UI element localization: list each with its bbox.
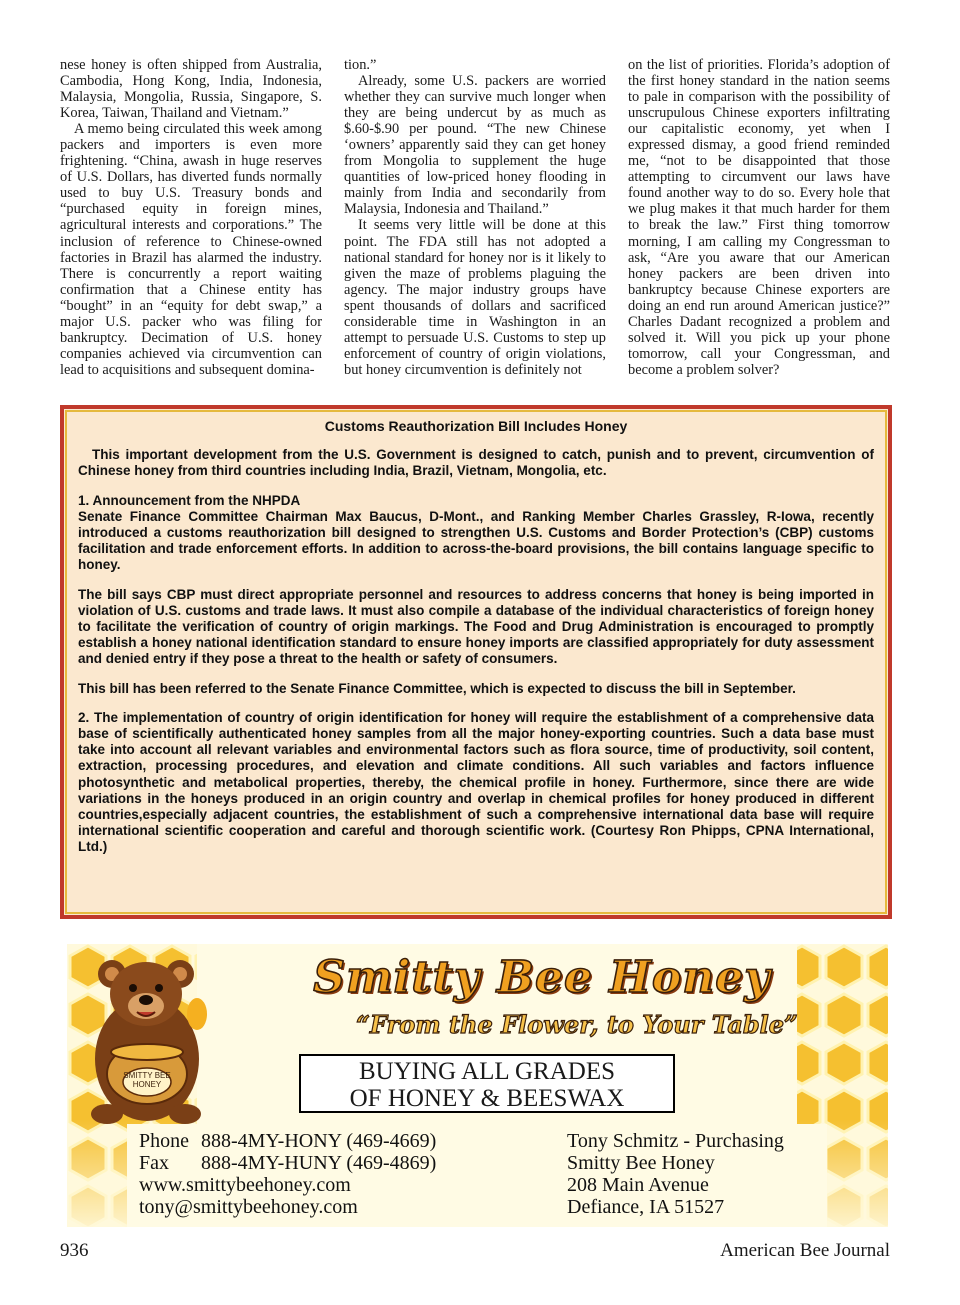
pot-label-line: SMITTY BEE bbox=[123, 1071, 171, 1080]
journal-name: American Bee Journal bbox=[720, 1240, 890, 1261]
paragraph: A memo being circulated this week among packers and importers is even more frightening. “China, awash in huge reserves of U.S. Dollars, has diverted funds normally used to buy U.S. Treasury bonds and “purchased equity in foreign mines, agricultural interests and corporations.” The inclusion of reference to Chinese-owned factories in Brazil has alarmed the industry. There is concurrently a report waiting confirmation that a Chinese entity has “bought” in an “equity for debt swap,” a major U.S. packer who was filing for bankruptcy. Decimation of U.S. honey companies achieved via circumvention can lead to acquisitions and subsequent domina- bbox=[60, 121, 322, 378]
paragraph: nese honey is often shipped from Australia, Cambodia, Hong Kong, India, Indonesia, Malaysia, Mongolia, Russia, Singapore, S. Korea, Taiwan, Thailand and Vietnam.” bbox=[60, 57, 322, 122]
brand-logo-text: Smitty Bee Honey bbox=[313, 952, 771, 1003]
contact-info bbox=[139, 1130, 436, 1218]
page-number: 936 bbox=[60, 1240, 89, 1261]
tagline: “From the Flower, to Your Table” bbox=[356, 1010, 798, 1039]
city-address: Defiance, IA 51527 bbox=[567, 1196, 725, 1218]
article-body bbox=[60, 57, 890, 378]
sidebar-lead: This important development from the U.S. Government is designed to catch, punish and to prevent, circumvention of Chinese honey from third countries including India, Brazil, Vietnam, Mongolia, etc. bbox=[78, 447, 874, 479]
sidebar-box bbox=[60, 405, 892, 919]
company-name: Smitty Bee Honey bbox=[567, 1152, 715, 1174]
sidebar-paragraph: The bill says CBP must direct appropriate personnel and resources to address concerns that honey is being imported in violation of U.S. customs and trade laws. It must also compile a database of the individual characteristics of foreign honey to facilitate the verification of country of origin markings. The Food and Drug Administration is encouraged to promptly establish a honey national identification standard to ensure honey imports are classified appropriately for duty assessment and denied entry if they pose a threat to the health or safety of consumers. bbox=[78, 586, 874, 667]
paragraph: Already, some U.S. packers are worried whether they can survive much longer when they are being undercut by as much as $.60-$.90 per pound. “The new Chinese ‘owners’ apparently said they can get honey from Mongolia to supplement the huge quantities of low-priced honey flooding in mainly from India and secondarily from Malaysia, Indonesia and Thailand.” bbox=[344, 73, 606, 218]
sidebar-item-1-text: Senate Finance Committee Chairman Max Baucus, D-Mont., and Ranking Member Charles Grassley, R-Iowa, recently introduced a customs reauthorization bill designed to strengthen U.S. Customs and Border Protection’s (CBP) customs facilitation and trade enforcement efforts. In addition to across-the-board provisions, the bill contains language specific to honey. bbox=[78, 508, 874, 573]
sidebar-paragraph: This bill has been referred to the Senate Finance Committee, which is expected to discuss the bill in September. bbox=[78, 680, 796, 696]
paragraph: on the list of priorities. Florida’s adoption of the first honey standard in the nation seems to pale in comparison with the possibility of unscrupulous Chinese exporters infiltrating our capitalistic economy, yet when I expressed dismay, a good friend reminded me, “not to be disappointed that those attempting to circumvent our laws have found another way to do so. Every hole that we plug makes it that much harder for them to break the law.” First thing tomorrow morning, I am calling my Congressman to ask, “Are you aware that our American honey packers are been driven into bankruptcy because Chinese exporters are doing an end run around American justice?” Charles Dadant recognized a problem and solved it. Will you pick up your phone tomorrow, call your Congressman, and become a problem solver? bbox=[628, 57, 890, 378]
fax-label: Fax bbox=[139, 1152, 169, 1174]
address-info bbox=[567, 1130, 784, 1218]
paragraph: It seems very little will be done at this point. The FDA still has not adopted a national standard for honey nor is it likely to given the maze of problems plaguing the agency. The major industry groups have spent thousands of dollars and sacrificed considerable time in Washington in an attempt to persuade U.S. Customs to step up enforcement of country of origin violations, but honey circumvention is definitely not bbox=[344, 217, 606, 378]
pot-label bbox=[123, 1071, 171, 1089]
article-column-2 bbox=[344, 57, 606, 378]
advertisement bbox=[67, 944, 888, 1227]
sidebar-item-1 bbox=[78, 493, 874, 574]
buying-banner bbox=[299, 1054, 675, 1113]
article-column-1 bbox=[60, 57, 322, 378]
sidebar-item-2: 2. The implementation of country of origin identification for honey will require the establishment of a comprehensive data base of scientifically authenticated honey samples from all the major honey-exporting countries. Such a data base must take into account all relevant variables and environmental factors such as flora source, time of productivity, soil content, extraction, processing procedures, and elevation and climate conditions. All such variables and factors influence photosynthetic and metabolical properties, thereby, the chemical profile in honey. Furthermore, since there are wide variations in the honeys produced in an origin country and overlap in chemical profiles for honey produced in different countries,especially adjacent countries, the establishment of such a comprehensive international data base will require international scientific cooperation and careful and thorough scientific work. (Courtesy Ron Phipps, CPNA International, Ltd.) bbox=[78, 709, 874, 855]
sidebar-title: Customs Reauthorization Bill Includes Honey bbox=[324, 418, 628, 434]
website-link[interactable]: www.smittybeehoney.com bbox=[139, 1174, 351, 1196]
buying-banner-line: OF HONEY & BEESWAX bbox=[349, 1085, 625, 1112]
sidebar-item-1-heading: 1. Announcement from the NHPDA bbox=[78, 492, 301, 508]
fax-number: 888-4MY-HUNY (469-4869) bbox=[201, 1152, 437, 1174]
phone-label: Phone bbox=[139, 1130, 189, 1152]
contact-name: Tony Schmitz - Purchasing bbox=[567, 1130, 784, 1152]
paragraph: tion.” bbox=[344, 57, 377, 73]
buying-banner-line: BUYING ALL GRADES bbox=[358, 1058, 616, 1085]
article-column-3 bbox=[628, 57, 890, 378]
pot-label-line: HONEY bbox=[132, 1080, 162, 1089]
email-link[interactable]: tony@smittybeehoney.com bbox=[139, 1196, 358, 1218]
phone-number: 888-4MY-HONY (469-4669) bbox=[201, 1130, 437, 1152]
street-address: 208 Main Avenue bbox=[567, 1174, 709, 1196]
